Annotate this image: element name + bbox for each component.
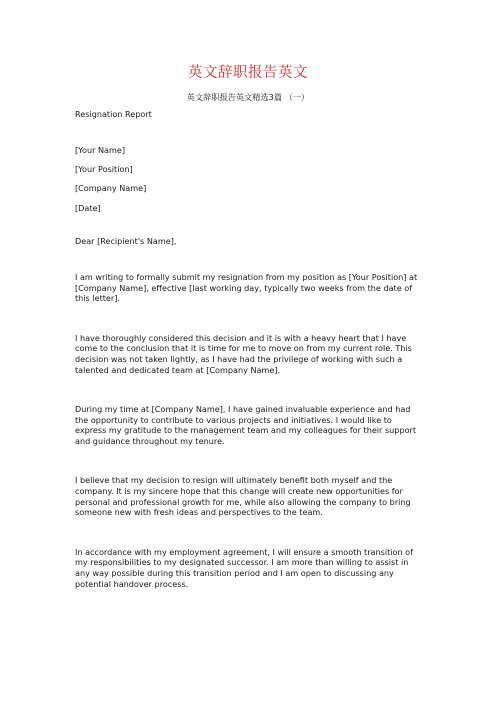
letter-body xyxy=(75,109,425,618)
document-title: 英文辞职报告英文 xyxy=(188,65,308,81)
sender-name-line: [Your Name] xyxy=(75,144,126,155)
paragraph-3: During my time at [Company Name], I have gained invaluable experience and had the opportunity to contribute to various projects and initiatives. I would like to express my gratitude to the management team and my colleagues for their support and guidance throughout my tenure. xyxy=(75,404,417,446)
letter-heading: Resignation Report xyxy=(75,109,152,119)
sender-info-block xyxy=(75,145,425,214)
paragraph-2: I have thoroughly considered this decision and it is with a heavy heart that I have come to the conclusion that it is time for me to move on from my current role. This decision was not taken lightly, as I have had the privilege of working with such a talented and dedicated team at [Company Name]. xyxy=(75,332,412,375)
document-subtitle: 英文辞职报告英文精选3篇 （一） xyxy=(186,92,310,102)
paragraph-4: I believe that my decision to resign will ultimately benefit both myself and the company. It is my sincere hope that this change will create new opportunities for personal and professional growth for me, while also allowing the company to bring someone new with fresh ideas and perspectives to the team. xyxy=(75,475,411,518)
date-line: [Date] xyxy=(75,202,101,213)
paragraph-5: In accordance with my employment agreement, I will ensure a smooth transition of my responsibilities to my designated successor. I am more than willing to assist in any way possible during this transition period and I am open to discussing any potential handover process. xyxy=(75,546,413,589)
company-name-line: [Company Name] xyxy=(75,183,147,194)
paragraph-1: I am writing to formally submit my resignation from my position as [Your Position] at [Company Name], effective [last working day, typically two weeks from the date of this letter]. xyxy=(75,271,418,304)
salutation: Dear [Recipient's Name], xyxy=(75,236,177,247)
sender-position-line: [Your Position] xyxy=(75,163,133,174)
